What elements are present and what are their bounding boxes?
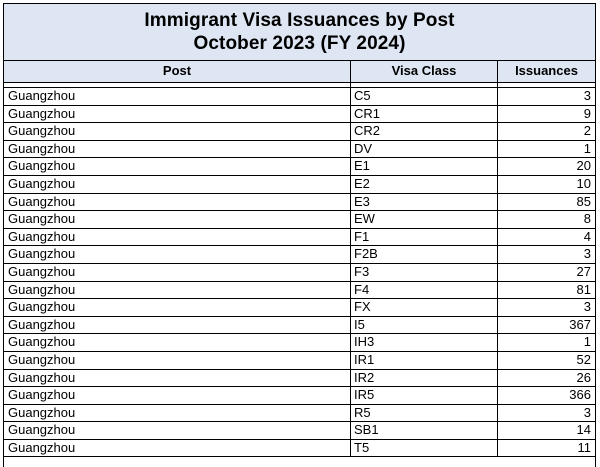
table-row bbox=[4, 211, 595, 229]
issuance-table bbox=[3, 3, 596, 467]
cell-post: Guangzhou bbox=[4, 194, 351, 211]
cell-post: Guangzhou bbox=[4, 176, 351, 193]
table-row bbox=[4, 246, 595, 264]
cell-visa-class: F4 bbox=[351, 282, 498, 299]
table-row bbox=[4, 422, 595, 440]
table-row bbox=[4, 194, 595, 212]
cell-post: Guangzhou bbox=[4, 88, 351, 105]
table-row bbox=[4, 387, 595, 405]
cell-post: Guangzhou bbox=[4, 370, 351, 387]
cell-issuances: 8 bbox=[583, 211, 591, 227]
cell-post: Guangzhou bbox=[4, 123, 351, 140]
table-row bbox=[4, 370, 595, 388]
title-line-1: Immigrant Visa Issuances by Post bbox=[144, 10, 455, 31]
column-header-post: Post bbox=[4, 61, 351, 82]
cell-post: Guangzhou bbox=[4, 299, 351, 316]
cell-visa-class: T5 bbox=[351, 440, 498, 457]
title-line-2: October 2023 (FY 2024) bbox=[193, 33, 406, 54]
cell-visa-class: F1 bbox=[351, 229, 498, 246]
table-body bbox=[4, 88, 595, 457]
cell-issuances: 3 bbox=[583, 404, 591, 420]
cell-issuances: 3 bbox=[583, 299, 591, 315]
column-header-visa-class: Visa Class bbox=[351, 61, 498, 82]
cell-visa-class: R5 bbox=[351, 405, 498, 422]
cell-post: Guangzhou bbox=[4, 211, 351, 228]
cell-post: Guangzhou bbox=[4, 246, 351, 263]
table-row bbox=[4, 299, 595, 317]
cell-post: Guangzhou bbox=[4, 352, 351, 369]
cell-issuances: 2 bbox=[583, 123, 591, 139]
table-row bbox=[4, 88, 595, 106]
cell-post: Guangzhou bbox=[4, 422, 351, 439]
cell-post: Guangzhou bbox=[4, 440, 351, 457]
cell-issuances: 366 bbox=[569, 387, 591, 403]
cell-post: Guangzhou bbox=[4, 334, 351, 351]
cell-issuances: 367 bbox=[569, 316, 591, 332]
cell-post: Guangzhou bbox=[4, 158, 351, 175]
table-row bbox=[4, 176, 595, 194]
cell-visa-class: FX bbox=[351, 299, 498, 316]
cell-visa-class: IR5 bbox=[351, 387, 498, 404]
cell-issuances: 52 bbox=[576, 351, 591, 367]
cell-post: Guangzhou bbox=[4, 141, 351, 158]
table-row bbox=[4, 106, 595, 124]
cell-issuances: 3 bbox=[583, 246, 591, 262]
table-row bbox=[4, 440, 595, 458]
cell-issuances: 20 bbox=[576, 158, 591, 174]
cell-visa-class: E3 bbox=[351, 194, 498, 211]
cell-visa-class: E1 bbox=[351, 158, 498, 175]
cell-visa-class: F2B bbox=[351, 246, 498, 263]
column-header-row bbox=[4, 61, 595, 83]
cell-visa-class: CR1 bbox=[351, 106, 498, 123]
cell-visa-class: SB1 bbox=[351, 422, 498, 439]
table-row bbox=[4, 317, 595, 335]
cell-visa-class: IR1 bbox=[351, 352, 498, 369]
cell-visa-class: EW bbox=[351, 211, 498, 228]
cell-visa-class: I5 bbox=[351, 317, 498, 334]
cell-post: Guangzhou bbox=[4, 387, 351, 404]
cell-issuances: 1 bbox=[583, 140, 591, 156]
cell-issuances: 3 bbox=[583, 88, 591, 103]
table-row bbox=[4, 352, 595, 370]
table-row bbox=[4, 264, 595, 282]
table-row bbox=[4, 158, 595, 176]
table-row bbox=[4, 405, 595, 423]
cell-issuances: 9 bbox=[583, 105, 591, 121]
table-row bbox=[4, 282, 595, 300]
cell-visa-class: IH3 bbox=[351, 334, 498, 351]
cell-post: Guangzhou bbox=[4, 405, 351, 422]
cell-post: Guangzhou bbox=[4, 282, 351, 299]
cell-visa-class: C5 bbox=[351, 88, 498, 105]
table-title bbox=[4, 3, 595, 61]
cell-post: Guangzhou bbox=[4, 229, 351, 246]
cell-issuances: 10 bbox=[576, 175, 591, 191]
cell-issuances: 1 bbox=[583, 334, 591, 350]
cell-issuances: 4 bbox=[583, 228, 591, 244]
cell-issuances: 27 bbox=[576, 263, 591, 279]
cell-post: Guangzhou bbox=[4, 106, 351, 123]
cell-issuances: 11 bbox=[577, 439, 591, 455]
cell-issuances: 85 bbox=[576, 193, 591, 209]
table-row bbox=[4, 123, 595, 141]
cell-post: Guangzhou bbox=[4, 317, 351, 334]
table-row bbox=[4, 141, 595, 159]
column-header-issuances: Issuances bbox=[515, 63, 578, 78]
table-row bbox=[4, 229, 595, 247]
cell-visa-class: F3 bbox=[351, 264, 498, 281]
table-row bbox=[4, 334, 595, 352]
cell-post: Guangzhou bbox=[4, 264, 351, 281]
cell-visa-class: IR2 bbox=[351, 370, 498, 387]
cell-visa-class: CR2 bbox=[351, 123, 498, 140]
cell-issuances: 81 bbox=[576, 281, 591, 297]
cell-visa-class: E2 bbox=[351, 176, 498, 193]
cell-visa-class: DV bbox=[351, 141, 498, 158]
cell-issuances: 26 bbox=[576, 369, 591, 385]
cell-issuances: 14 bbox=[576, 422, 591, 438]
